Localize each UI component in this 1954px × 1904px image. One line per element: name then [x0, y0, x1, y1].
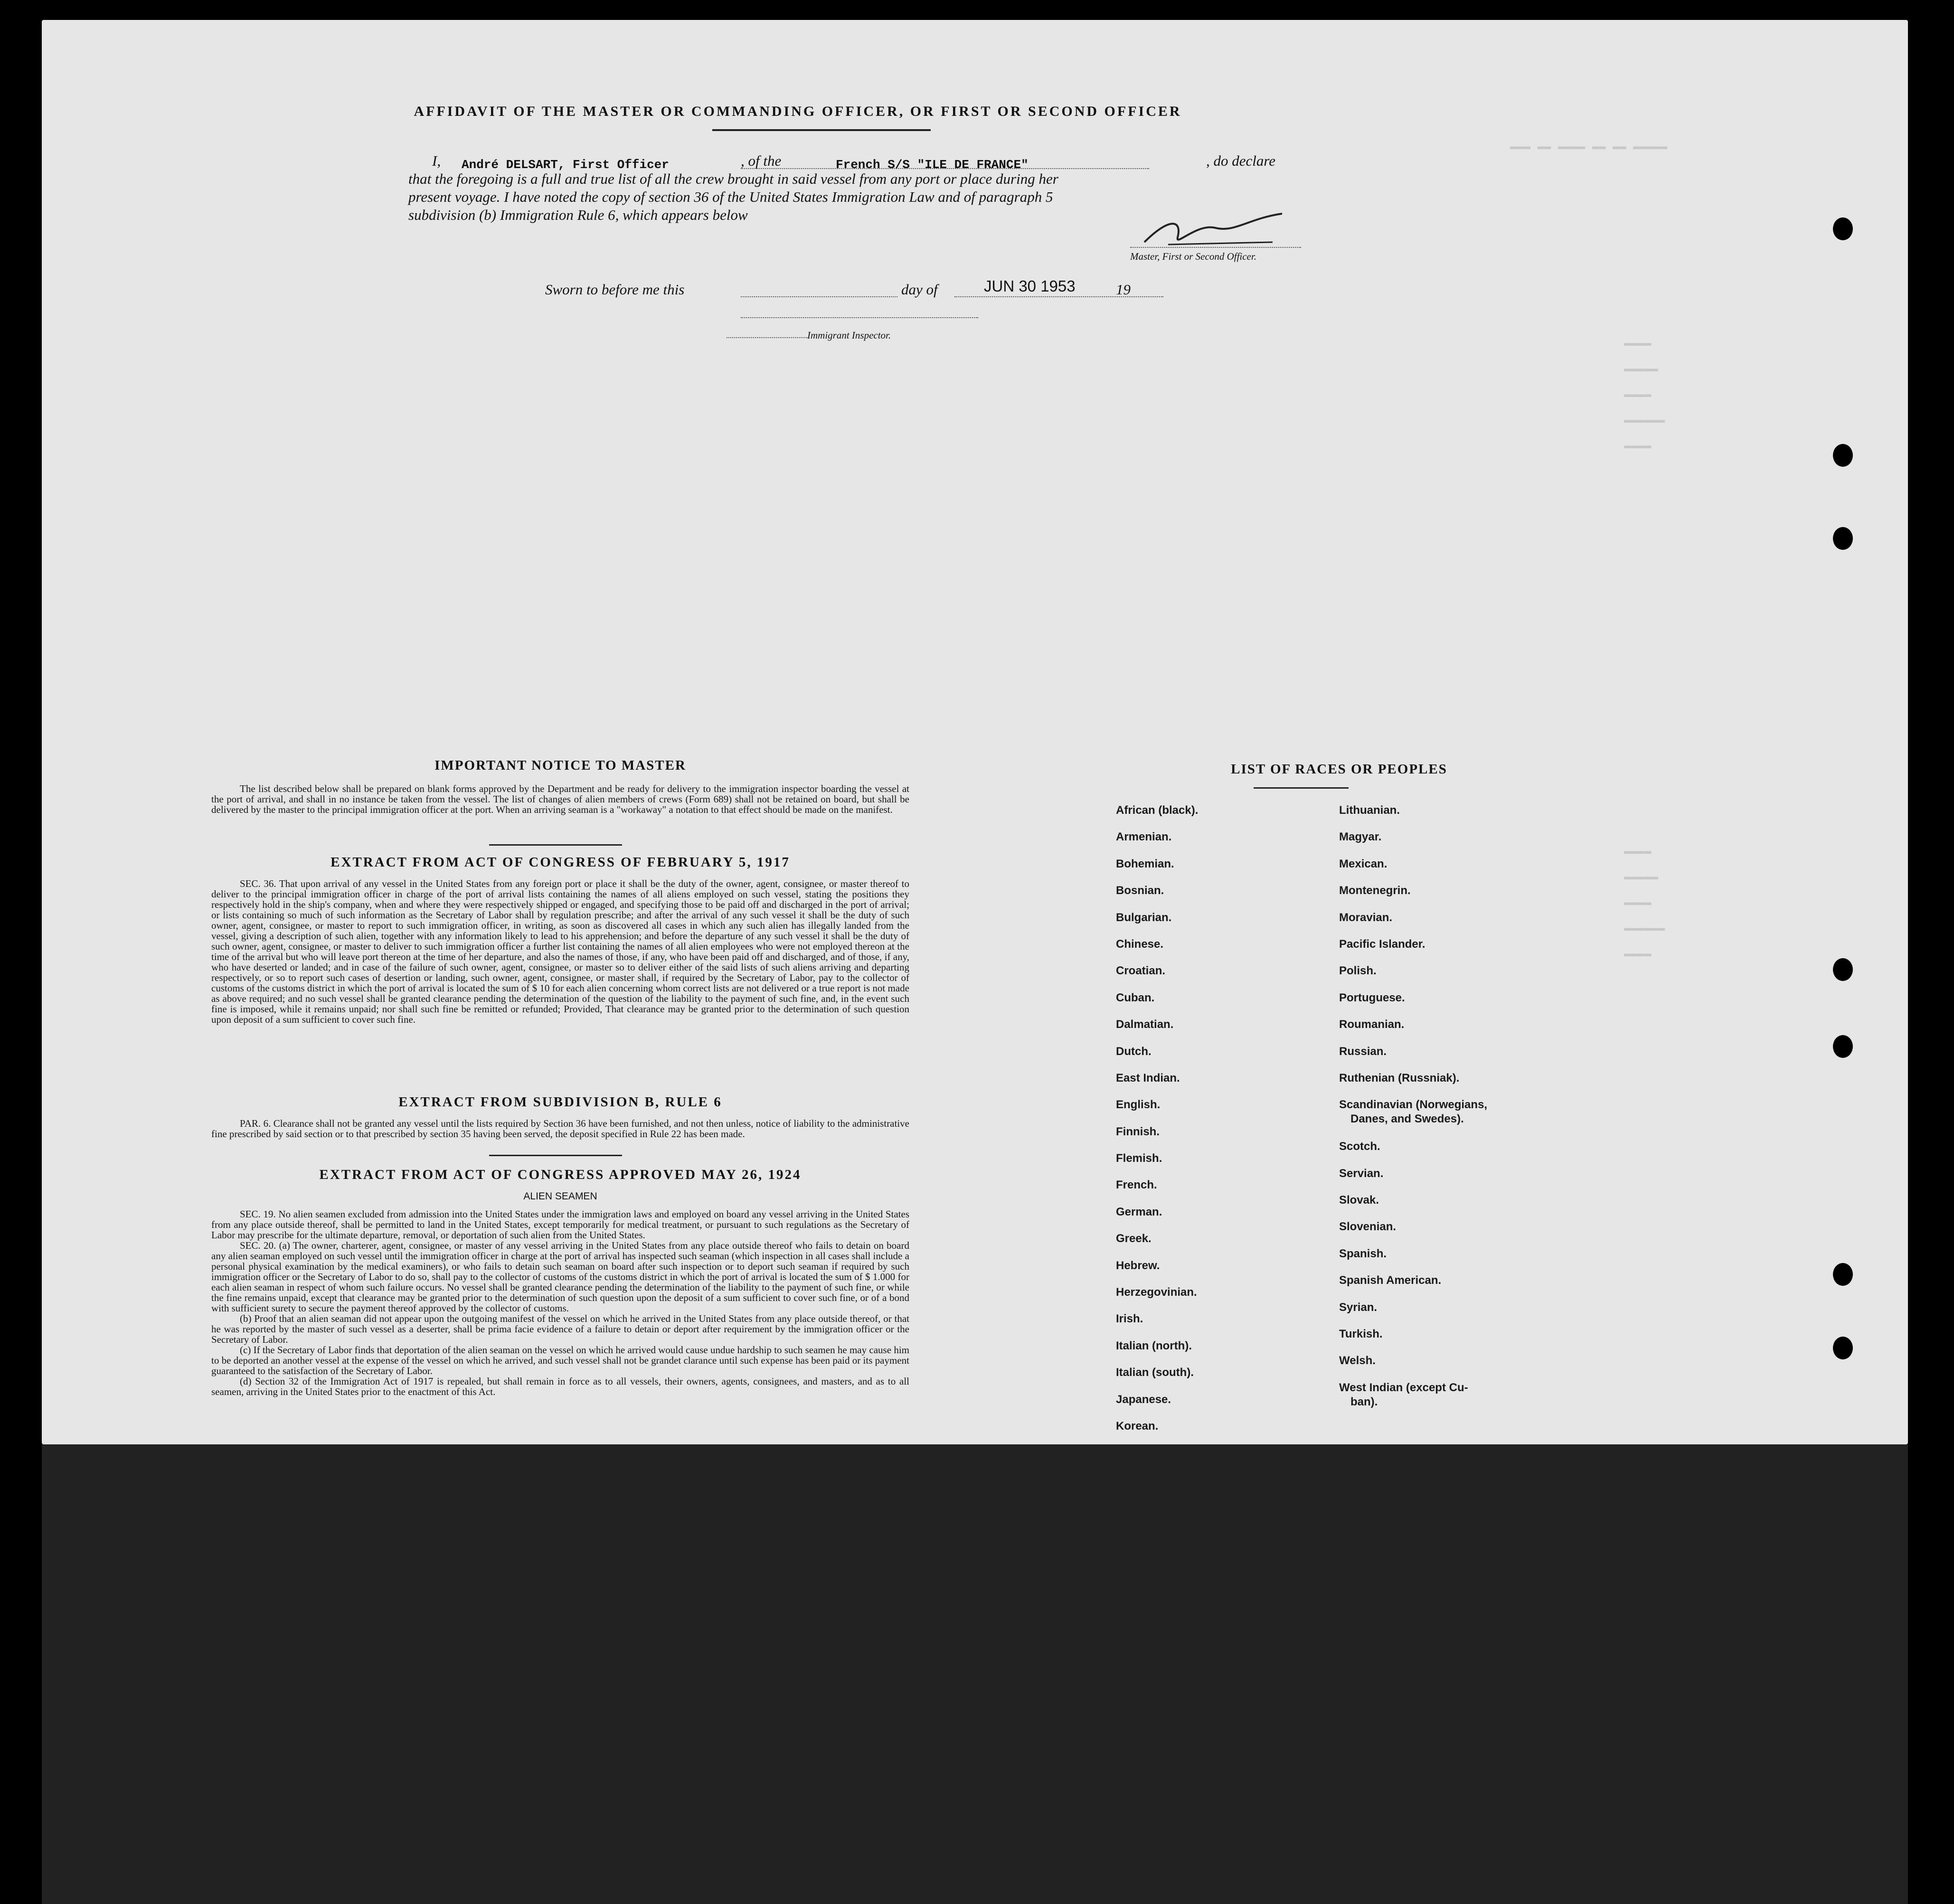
race-item: Montenegrin. [1339, 884, 1411, 897]
section-20b-text: (b) Proof that an alien seaman did not appear upon the outgoing manifest of the vessel on which he arrived in the United States from any place outside thereof, or that he was reported by the master of such vessel as a deserter, shall be prima facie evidence of a failure to detain or deport after requirement by the immigration officer or the Secretary of Labor. [211, 1313, 909, 1345]
race-item: Portuguese. [1339, 991, 1405, 1004]
race-item: Slovak. [1339, 1194, 1379, 1207]
race-item: Roumanian. [1339, 1018, 1405, 1031]
race-item: English. [1116, 1098, 1161, 1112]
par-6-text: PAR. 6. Clearance shall not be granted any vessel until the lists required by Section 36 have been furnished, and not then unless, notice of liability to the administrative fine prescribed by said section or to that prescribed by section 35 having been served, the deposit specified in Rule 22 has been made. [211, 1118, 909, 1140]
race-item: Bulgarian. [1116, 911, 1172, 924]
punch-hole [1833, 1337, 1853, 1359]
officer-name: André DELSART, First Officer [462, 158, 669, 172]
race-item: Croatian. [1116, 964, 1166, 978]
affidavit-line-3: present voyage. I have noted the copy of section 36 of the United States Immigration Law and of paragraph 5 [408, 189, 1053, 205]
extract-1917-body [211, 878, 909, 1025]
do-declare-text: , do declare [1206, 152, 1276, 169]
race-item: Dutch. [1116, 1045, 1152, 1058]
races-column-1 [1116, 803, 1315, 1446]
alien-seamen-subtitle: ALIEN SEAMEN [523, 1191, 597, 1202]
title-rule [712, 129, 931, 131]
extract-rule6-body [211, 1118, 909, 1139]
race-item: Ruthenian (Russniak). [1339, 1071, 1460, 1084]
race-item: Russian. [1339, 1045, 1387, 1058]
race-item: Syrian. [1339, 1301, 1378, 1314]
races-title-rule [1254, 787, 1349, 789]
race-item: Italian (north). [1116, 1339, 1192, 1352]
notice-body [211, 783, 909, 815]
extract-rule6-title: EXTRACT FROM SUBDIVISION B, RULE 6 [398, 1094, 722, 1110]
race-item: Spanish. [1339, 1247, 1387, 1260]
section-19-text: SEC. 19. No alien seamen excluded from admission into the United States under the immigration laws and employed on board any vessel arriving in the United States from any place outside thereof, shall be permitted to land in the United States, except temporarily for medical treatment, or pursuant to such regulations as the Secretary of Labor may prescribe for the ultimate departure, removal, or deportation of such alien from the United States. [211, 1208, 909, 1241]
race-item: Hebrew. [1116, 1259, 1160, 1272]
signature-label: Master, First or Second Officer. [1130, 251, 1256, 262]
race-item: Dalmatian. [1116, 1018, 1174, 1031]
race-item: Korean. [1116, 1419, 1159, 1433]
punch-hole [1833, 958, 1853, 981]
handwritten-signature [1140, 209, 1292, 252]
sworn-text: Sworn to before me this [545, 281, 685, 298]
notice-text: The list described below shall be prepared on blank forms approved by the Department and be ready for delivery to the immigration inspector boarding the vessel at the port of arrival, and shall in no instance be taken from the vessel. The list of changes of alien members of crews (Form 689) shall not be retained on board, but shall be delivered by the master to the principal immigration officer at the port. When an arriving seaman is a "workaway" a notation to that effect should be made on the manifest. [211, 783, 909, 815]
affidavit-line-2: that the foregoing is a full and true list of all the crew brought in said vessel from any port or place during her [408, 170, 1058, 187]
of-the-text: , of the [741, 152, 782, 169]
race-item: African (black). [1116, 804, 1199, 817]
extract-1924-title: EXTRACT FROM ACT OF CONGRESS APPROVED MAY 26, 1924 [319, 1167, 802, 1182]
race-item: French. [1116, 1178, 1157, 1192]
punch-hole [1833, 217, 1853, 240]
punch-hole [1833, 1035, 1853, 1058]
race-item: Scandinavian (Norwegians, [1339, 1098, 1488, 1112]
inspector-rule [741, 317, 978, 318]
race-item: Irish. [1116, 1312, 1143, 1326]
race-item: West Indian (except Cu- [1339, 1381, 1468, 1394]
section-rule [489, 1155, 622, 1156]
bleed-through-column: ▬▬▬▬ ▬▬▬▬▬ ▬▬▬▬ ▬▬▬▬▬▬ ▬▬▬▬ [1624, 845, 1665, 961]
race-item: Bosnian. [1116, 884, 1164, 897]
section-20a-text: SEC. 20. (a) The owner, charterer, agent, consignee, or master of any vessel arriving in the United States from any place outside thereof who fails to detain on board any alien seaman employed on such vessel until the immigration officer in charge at the port of arrival has inspected such seaman (which inspection in all cases shall include a personal physical examination by the medical examiners), or who fails to detain such seaman on board after such inspection or to deport such seaman if required by such immigration officer or the Secretary of Labor to do so, shall pay to the collector of customs of the customs district in which the port of arrival is located the sum of $ 1.000 for each alien seaman in respect of whom such failure occurs. No vessel shall be granted clearance pending the determination of the liability to the payment of such fine, or while the fine remains unpaid, except that clearance may be granted prior to the determination of such question upon the deposit of a sum sufficient to cover such fine, or of a bond with sufficient surety to secure the payment thereof approved by the collector of customs. [211, 1240, 909, 1314]
race-item: Mexican. [1339, 857, 1388, 870]
race-item: Flemish. [1116, 1152, 1162, 1165]
punch-hole [1833, 444, 1853, 467]
extract-1924-body [211, 1209, 909, 1397]
race-item: ban). [1350, 1395, 1378, 1408]
scan-background [42, 1444, 1908, 1904]
race-item: Cuban. [1116, 991, 1155, 1004]
race-item: Servian. [1339, 1167, 1384, 1180]
section-20c-text: (c) If the Secretary of Labor finds that deportation of the alien seaman on the vessel on which he arrived would cause undue hardship to such seamen he may cause him to be deported an another vessel at the expense of the vessel on which he arrived, and such vessel shall not be grandet clarance until such expense has been paid or its payment guaranteed to the satisfaction of the Secretary of Labor. [211, 1344, 909, 1376]
race-item: Spanish American. [1339, 1274, 1442, 1287]
vessel-name: French S/S "ILE DE FRANCE" [836, 158, 1029, 172]
sworn-day-line [741, 296, 897, 297]
date-stamp: JUN 30 1953 [984, 277, 1076, 295]
race-item: Japanese. [1116, 1393, 1171, 1406]
race-item: Italian (south). [1116, 1366, 1194, 1379]
race-item: Magyar. [1339, 830, 1382, 844]
section-rule [489, 844, 622, 846]
race-item: German. [1116, 1205, 1162, 1218]
race-item: Moravian. [1339, 911, 1393, 924]
race-item: Herzegovinian. [1116, 1286, 1197, 1299]
race-item: Chinese. [1116, 937, 1164, 951]
bleed-through-column: ▬▬▬▬ ▬▬▬▬▬ ▬▬▬▬ ▬▬▬▬▬▬ ▬▬▬▬ [1624, 337, 1665, 452]
races-title: LIST OF RACES OR PEOPLES [1231, 762, 1447, 777]
day-of-text: day of [901, 281, 938, 298]
inspector-label: Immigrant Inspector. [807, 330, 891, 341]
notice-title: IMPORTANT NOTICE TO MASTER [434, 758, 686, 773]
section-20d-text: (d) Section 32 of the Immigration Act of 1917 is repealed, but shall remain in force as to all vessels, their owners, agents, consignees, and masters, and as to all seamen, arriving in the United States prior to the enactment of this Act. [211, 1376, 909, 1397]
race-item: Pacific Islander. [1339, 937, 1425, 951]
race-item: Slovenian. [1339, 1220, 1397, 1234]
race-item: East Indian. [1116, 1071, 1180, 1084]
year-prefix: 19 [1116, 281, 1131, 298]
race-item: Scotch. [1339, 1140, 1380, 1153]
races-column-2 [1339, 803, 1558, 1422]
race-item: Bohemian. [1116, 857, 1174, 870]
affidavit-line-4: subdivision (b) Immigration Rule 6, which appears below [408, 207, 748, 223]
punch-hole [1833, 1263, 1853, 1286]
bleed-through-text: ▬▬▬ ▬▬ ▬▬▬▬ ▬▬ ▬▬ ▬▬▬▬▬ [1510, 141, 1668, 153]
race-item: Finnish. [1116, 1125, 1160, 1138]
race-item: Greek. [1116, 1232, 1152, 1245]
affidavit-i: I, [432, 152, 441, 169]
race-item: Danes, and Swedes). [1350, 1112, 1464, 1126]
extract-1917-title: EXTRACT FROM ACT OF CONGRESS OF FEBRUARY 5, 1917 [330, 855, 790, 870]
inspector-line [727, 337, 807, 338]
section-36-text: SEC. 36. That upon arrival of any vessel in the United States from any foreign port or place it shall be the duty of the owner, agent, consignee, or master thereof to deliver to the principal immigration officer in charge of the port of arrival lists containing the names of all aliens employed on such vessel, stating the positions they respectively hold in the ship's company, when and where they were respectively shipped or engaged, and specifying those to be paid off and discharged in the port of arrival; or lists containing so much of such information as the Secretary of Labor shall by regulation prescribe; and after the arrival of any such vessel it shall be the duty of such owner, agent, consignee, or master to report to such immigration officer, in writing, as soon as discovered all cases in which any such alien has illegally landed from the vessel, giving a description of such alien, together with any information likely to lead to his apprehension; and before the departure of any such vessel it shall be the duty of such owner, agent, consignee, or master to deliver to such immigration officer a further list containing the names of all alien employees who were not employed thereon at the time of the arrival but who will leave port thereon at the time of her departure, and also the names of those, if any, who have been paid off and discharged, and of those, if any, who have deserted or landed; and in case of the failure of such owner, agent, consignee, or master so to deliver either of the said lists of such aliens arriving and departing respectively, or so to report such cases of desertion or landing, such owner, agent, consignee, or master shall, if required by the Secretary of Labor, pay to the collector of customs of the customs district in which the port of arrival is located the sum of $ 10 for each alien concerning whom correct lists are not delivered or a true report is not made as above required; and no such vessel shall be granted clearance pending the determination of the question of the liability to the payment of such fine, and, in the event such fine is imposed, while it remains unpaid; nor shall such fine be remitted or refunded; Provided, That clearance may be granted prior to the determination of such question upon deposit of a sum sufficient to cover such fine. [211, 878, 909, 1025]
affidavit-title: AFFIDAVIT OF THE MASTER OR COMMANDING OFFICER, OR FIRST OR SECOND OFFICER [414, 104, 1182, 119]
race-item: Turkish. [1339, 1328, 1383, 1341]
race-item: Polish. [1339, 964, 1377, 978]
race-item: Welsh. [1339, 1354, 1376, 1367]
race-item: Lithuanian. [1339, 804, 1400, 817]
sworn-month-line [954, 296, 1163, 297]
race-item: Armenian. [1116, 830, 1172, 844]
signature-line [1130, 247, 1301, 248]
punch-hole [1833, 527, 1853, 550]
